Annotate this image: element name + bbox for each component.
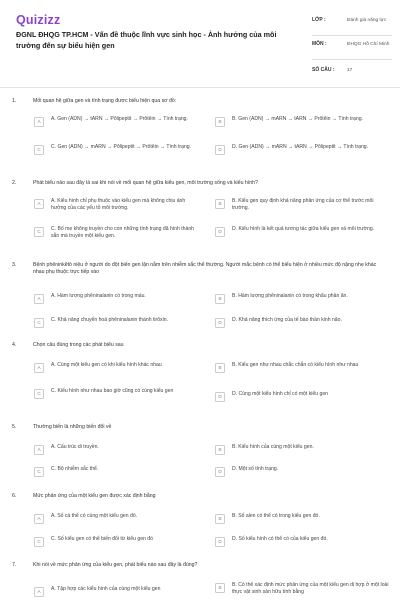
option-b[interactable]	[215, 362, 390, 373]
option-letter: C	[34, 227, 44, 237]
option-letter: A	[34, 199, 44, 209]
option-text: C. Bố mẹ không truyền cho con những tính trạng đã hình thành sẵn mà truyền một kiểu gen.	[51, 226, 195, 239]
option-b[interactable]	[215, 198, 390, 212]
option-text: A. Tập hợp các kiểu hình của cùng một kiểu gen	[51, 586, 161, 592]
question-number: 2.	[12, 180, 17, 186]
option-letter: B	[215, 583, 225, 593]
option-a[interactable]	[34, 444, 199, 455]
option-c[interactable]	[34, 388, 199, 399]
option-letter: C	[34, 145, 44, 155]
option-letter: B	[215, 514, 225, 524]
option-letter: A	[34, 117, 44, 127]
option-letter: D	[215, 392, 225, 402]
option-text: A. Cấu trúc di truyền.	[51, 444, 99, 450]
option-letter: B	[215, 294, 225, 304]
option-letter: C	[34, 537, 44, 547]
option-letter: A	[34, 294, 44, 304]
question-text: Phát biểu nào sau đây là sai khi nói về mối quan hệ giữa kiểu gen, môi trường sống và kiểu hình?	[33, 180, 258, 186]
option-text: D. Kiểu hình là kết quả tương tác giữa kiểu gen và môi trường.	[232, 226, 375, 232]
option-a[interactable]	[34, 513, 199, 524]
option-text: D. Một số tính trạng.	[232, 466, 279, 472]
question-text: Mức phản ứng của một kiểu gen được xác định bằng	[33, 493, 156, 499]
option-c[interactable]	[34, 226, 199, 240]
option-text: C. Bộ nhiễm sắc thể.	[51, 466, 99, 472]
option-b[interactable]	[215, 444, 390, 455]
option-b[interactable]	[215, 513, 390, 524]
option-b[interactable]	[215, 582, 390, 596]
question-text: Thường biến là những biến đổi về	[33, 424, 112, 430]
option-text: C. Khả năng chuyển hoá phêninalanin thành tirôxin.	[51, 317, 168, 323]
option-a[interactable]	[34, 116, 199, 127]
option-text: A. Gen (ADN) → tARN → Pôlipeptit → Prôtêin → Tính trạng.	[51, 116, 188, 122]
question-number: 4.	[12, 342, 17, 348]
question-number: 5.	[12, 424, 17, 430]
option-d[interactable]	[215, 317, 390, 328]
option-letter: B	[215, 199, 225, 209]
option-letter: D	[215, 537, 225, 547]
option-text: D. Cùng một kiểu hình chỉ có một kiểu gen	[232, 391, 328, 397]
option-text: A. Cùng một kiểu gen có khi kiểu hình khác nhau	[51, 362, 162, 368]
option-letter: C	[34, 389, 44, 399]
meta-subject-value: ĐHQG Hồ Chí Minh	[347, 42, 390, 47]
option-letter: C	[34, 318, 44, 328]
option-text: B. Kiểu hình của cùng một kiểu gen.	[232, 444, 314, 450]
option-letter: A	[34, 445, 44, 455]
option-a[interactable]	[34, 293, 199, 304]
header-divider	[0, 87, 400, 88]
option-text: B. Kiểu gen như nhau chắc chắn có kiểu hình như nhau	[232, 362, 359, 368]
option-letter: D	[215, 318, 225, 328]
option-d[interactable]	[215, 466, 390, 477]
option-c[interactable]	[34, 144, 199, 155]
document-title: ĐGNL ĐHQG TP.HCM - Vấn đề thuộc lĩnh vực sinh học - Ảnh hưởng của môi trường đến sự biểu hiện gen	[16, 30, 277, 50]
option-text: B. Hàm lượng phêninalanin có trong khẩu phần ăn.	[232, 293, 348, 299]
option-letter: A	[34, 514, 44, 524]
option-letter: D	[215, 227, 225, 237]
option-letter: D	[215, 467, 225, 477]
option-text: D. Số kiểu hình có thể có của kiểu gen đó.	[232, 536, 328, 542]
option-b[interactable]	[215, 116, 390, 127]
option-letter: D	[215, 145, 225, 155]
option-text: C. Gen (ADN) → mARN → Pôlipeptit → Prôtêin → Tính trạng.	[51, 144, 192, 150]
option-text: B. Số alen có thể có trong kiểu gen đó.	[232, 513, 320, 519]
option-b[interactable]	[215, 293, 390, 304]
meta-count-value: 17	[347, 68, 353, 73]
quizizz-logo: Quizizz	[16, 13, 61, 27]
option-d[interactable]	[215, 536, 390, 547]
option-a[interactable]	[34, 362, 199, 373]
option-text: C. Số kiểu gen có thể biến đổi từ kiểu gen đó	[51, 536, 153, 542]
option-d[interactable]	[215, 144, 390, 155]
question-number: 7.	[12, 562, 17, 568]
option-letter: A	[34, 363, 44, 373]
option-letter: B	[215, 363, 225, 373]
option-text: D. Gen (ADN) → mARN → tARN → Pôlipeptit → Tính trạng.	[232, 144, 369, 150]
meta-grade-value: Đánh giá năng lực	[347, 18, 387, 23]
question-text: Mối quan hệ giữa gen và tính trạng được biểu hiện qua sơ đồ:	[33, 98, 177, 104]
option-d[interactable]	[215, 226, 390, 237]
question-number: 1.	[12, 98, 17, 104]
meta-count-label: SỐ CÂU :	[312, 67, 335, 73]
option-c[interactable]	[34, 317, 199, 328]
question-number: 6.	[12, 493, 17, 499]
option-c[interactable]	[34, 466, 199, 477]
question-text: Bệnh phêninkêtô niệu ở người do đột biến gen lặn nằm trên nhiễm sắc thể thường. Người mắc bệnh có thể biểu hiện ở nhiều mức độ nặng nhẹ khác nhau phụ thuộc trực tiếp vào	[33, 262, 377, 276]
option-a[interactable]	[34, 586, 199, 597]
option-text: A. Hàm lượng phêninalanin có trong máu.	[51, 293, 146, 299]
option-a[interactable]	[34, 198, 199, 212]
question-text: Khi nói về mức phản ứng của kiểu gen, phát biểu nào sau đây là đúng?	[33, 562, 198, 568]
option-text: A. Kiểu hình chỉ phụ thuộc vào kiểu gen mà không chịu ảnh hưởng của các yếu tố môi trường.	[51, 198, 186, 211]
option-text: B. Gen (ADN) → mARN → tARN → Prôtêin → Tính trạng.	[232, 116, 363, 122]
option-text: B. Kiểu gen quy định khả năng phản ứng của cơ thể trước môi trường.	[232, 198, 374, 211]
meta-subject-label: MÔN :	[312, 41, 327, 47]
option-letter: A	[34, 587, 44, 597]
option-letter: B	[215, 445, 225, 455]
option-text: D. Khả năng thích ứng của tế bào thần kinh não.	[232, 317, 342, 323]
option-d[interactable]	[215, 391, 390, 402]
option-letter: C	[34, 467, 44, 477]
question-number: 3.	[12, 262, 17, 268]
option-text: A. Số cá thể có cùng một kiểu gen đó.	[51, 513, 138, 519]
option-text: C. Kiểu hình như nhau bao giờ cũng có cùng kiểu gen	[51, 388, 174, 394]
option-c[interactable]	[34, 536, 199, 547]
option-text: B. Có thể xác định mức phản ứng của một kiểu gen dị hợp ở một loài thực vật sinh sản hữu tính bằng	[232, 582, 389, 595]
question-text: Chọn câu đúng trong các phát biểu sau	[33, 342, 124, 348]
option-letter: B	[215, 117, 225, 127]
meta-grade-label: LỚP :	[312, 17, 326, 23]
